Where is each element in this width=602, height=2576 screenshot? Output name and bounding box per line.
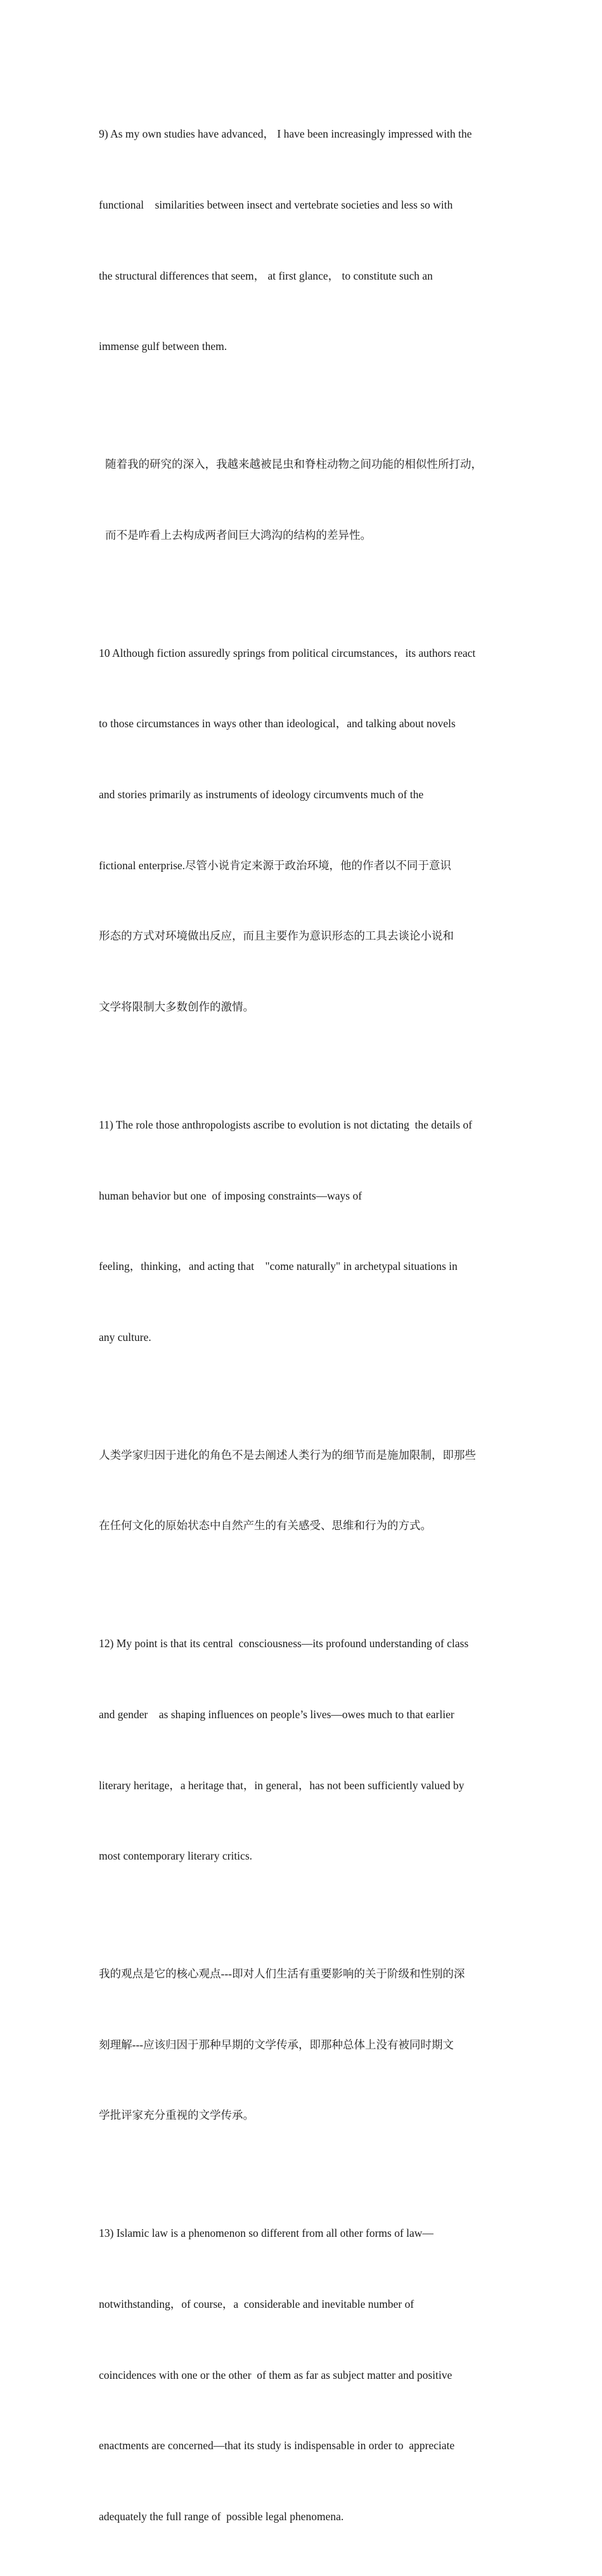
- text-line: 学批评家充分重视的文学传承。: [99, 2109, 254, 2122]
- text-line: adequately the full range of possible legal phenomena.: [99, 2509, 344, 2523]
- text-line: 文学将限制大多数创作的激情。: [99, 1000, 254, 1013]
- text-line: coincidences with one or the other of them as far as subject matter and positive: [99, 2368, 452, 2381]
- text-line: 随着我的研究的深入，我越来越被昆虫和脊柱动物之间功能的相似性所打动，: [105, 458, 482, 471]
- text-line: human behavior but one of imposing constraints—ways of: [99, 1189, 362, 1202]
- text-line: 9) As my own studies have advanced， I have been increasingly impressed with the: [99, 127, 472, 141]
- paragraph-13: [99, 2175, 515, 2575]
- text-line: enactments are concerned—that its study is indispensable in order to appreciate: [99, 2439, 455, 2452]
- text-line: and gender as shaping influences on people’s lives—owes much to that earlier: [99, 1708, 454, 1721]
- text-line: 而不是咋看上去构成两者间巨大鸿沟的结构的差异性。: [105, 528, 371, 541]
- text-line: 我的观点是它的核心观点---即对人们生活有重要影响的关于阶级和性别的深: [99, 1967, 465, 1981]
- text-line: 12) My point is that its central consciousness—its profound understanding of class: [99, 1637, 469, 1650]
- paragraph-12-chinese: [99, 1915, 515, 2175]
- paragraph-10: [99, 594, 515, 1066]
- paragraph-11-english: [99, 1066, 515, 1397]
- text-line: 形态的方式对环境做出反应，而且主要作为意识形态的工具去谈论小说和: [99, 929, 454, 943]
- text-line: notwithstanding，of course，a considerable and inevitable number of: [99, 2298, 414, 2311]
- paragraph-11-chinese: [99, 1396, 515, 1585]
- text-line: 刻理解---应该归因于那种早期的文学传承，即那种总体上没有被同时期文: [99, 2038, 454, 2051]
- text-line: most contemporary literary critics.: [99, 1849, 253, 1863]
- text-line: 在任何文化的原始状态中自然产生的有关感受、思维和行为的方式。: [99, 1519, 432, 1532]
- paragraph-12-english: [99, 1585, 515, 1915]
- text-line: 人类学家归因于进化的角色不是去阐述人类行为的细节而是施加限制，即那些: [99, 1448, 476, 1461]
- text-line: feeling，thinking，and acting that "come naturally" in archetypal situations in: [99, 1260, 458, 1273]
- text-line: the structural differences that seem， at first glance， to constitute such an: [99, 269, 433, 282]
- text-line: functional similarities between insect and vertebrate societies and less so with: [99, 198, 453, 212]
- text-line: to those circumstances in ways other than ideological，and talking about novels: [99, 717, 456, 730]
- document-body: [99, 75, 515, 2576]
- text-line: 13) Islamic law is a phenomenon so different from all other forms of law—: [99, 2227, 433, 2240]
- text-line: 10 Although fiction assuredly springs from political circumstances，its authors react: [99, 646, 476, 659]
- text-line: immense gulf between them.: [99, 340, 227, 353]
- paragraph-9-chinese: [99, 406, 515, 595]
- text-line: fictional enterprise.尽管小说肯定来源于政治环境，他的作者以不同于意识: [99, 858, 452, 872]
- text-line: literary heritage，a heritage that，in general，has not been sufficiently valued by: [99, 1778, 464, 1792]
- paragraph-9-english: [99, 75, 515, 406]
- text-line: 11) The role those anthropologists ascribe to evolution is not dictating the details of: [99, 1118, 473, 1131]
- text-line: any culture.: [99, 1330, 151, 1343]
- text-line: and stories primarily as instruments of ideology circumvents much of the: [99, 788, 424, 801]
